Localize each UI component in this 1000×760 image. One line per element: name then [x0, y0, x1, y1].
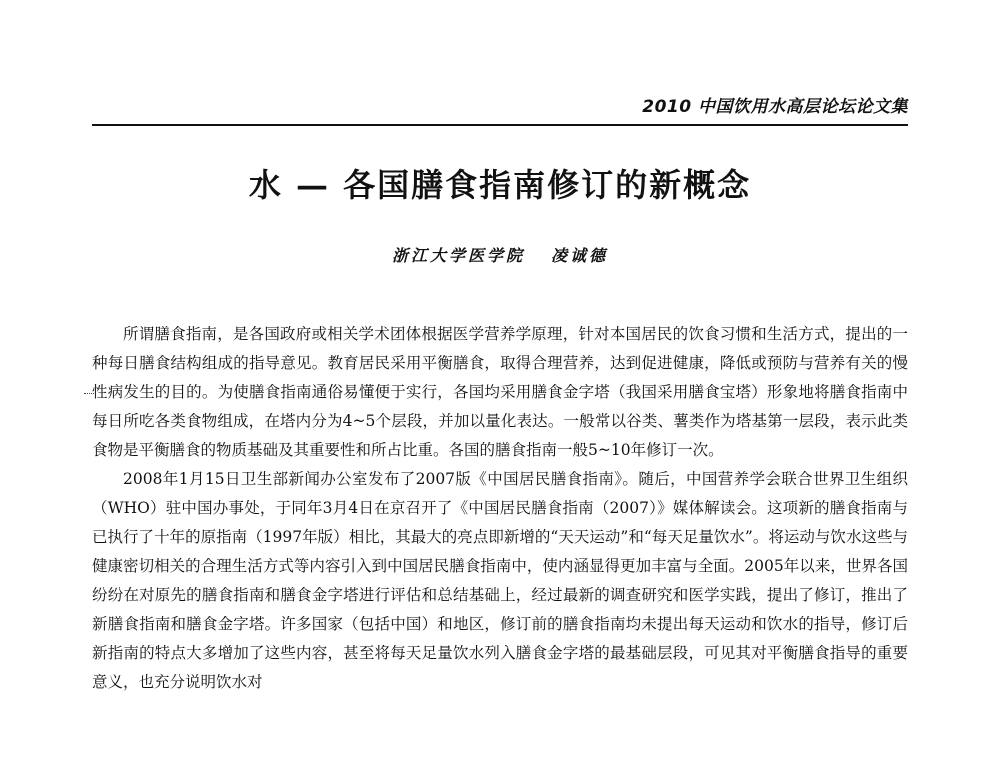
byline: [0, 243, 1000, 266]
article-title: 水 — 各国膳食指南修订的新概念: [248, 166, 752, 204]
running-header-title: 2010 中国饮用水高层论坛论文集: [642, 97, 908, 117]
body-paragraph: 所谓膳食指南，是各国政府或相关学术团体根据医学营养学原理，针对本国居民的饮食习惯和生活方式，提出的一种每日膳食结构组成的指导意见。教育居民采用平衡膳食，取得合理营养，达到促进健康，降低或预防与营养有关的慢性病发生的目的。为使膳食指南通俗易懂便于实行，各国均采用膳食金字塔（我国采用膳食宝塔）形象地将膳食指南中每日所吃各类食物组成，在塔内分为4~5个层段，并加以量化表达。一般常以谷类、薯类作为塔基第一层段，表示此类食物是平衡膳食的物质基础及其重要性和所占比重。各国的膳食指南一般5~10年修订一次。: [92, 325, 908, 459]
header-rule: [92, 124, 908, 126]
author-affiliation: 浙江大学医学院: [391, 246, 525, 265]
body-paragraph: 2008年1月15日卫生部新闻办公室发布了2007版《中国居民膳食指南》。随后，中国营养学会联合世界卫生组织（WHO）驻中国办事处，于同年3月4日在京召开了《中国居民膳食指南（2007）》媒体解读会。这项新的膳食指南与已执行了十年的原指南（1997年版）相比，其最大的亮点即新增的“天天运动”和“每天足量饮水”。将运动与饮水这些与健康密切相关的合理生活方式等内容引入到中国居民膳食指南中，使内涵显得更加丰富与全面。2005年以来，世界各国纷纷在对原先的膳食指南和膳食金字塔进行评估和总结基础上，经过最新的调查研究和医学实践，提出了修订，推出了新膳食指南和膳食金字塔。许多国家（包括中国）和地区，修订前的膳食指南均未提出每天运动和饮水的指导，修订后新指南的特点大多增加了这些内容，甚至将每天足量饮水列入膳食金字塔的最基础层段，可见其对平衡膳食指导的重要意义，也充分说明饮水对: [92, 470, 908, 691]
article-body: [92, 320, 908, 697]
author-name: 凌诚德: [551, 246, 609, 265]
